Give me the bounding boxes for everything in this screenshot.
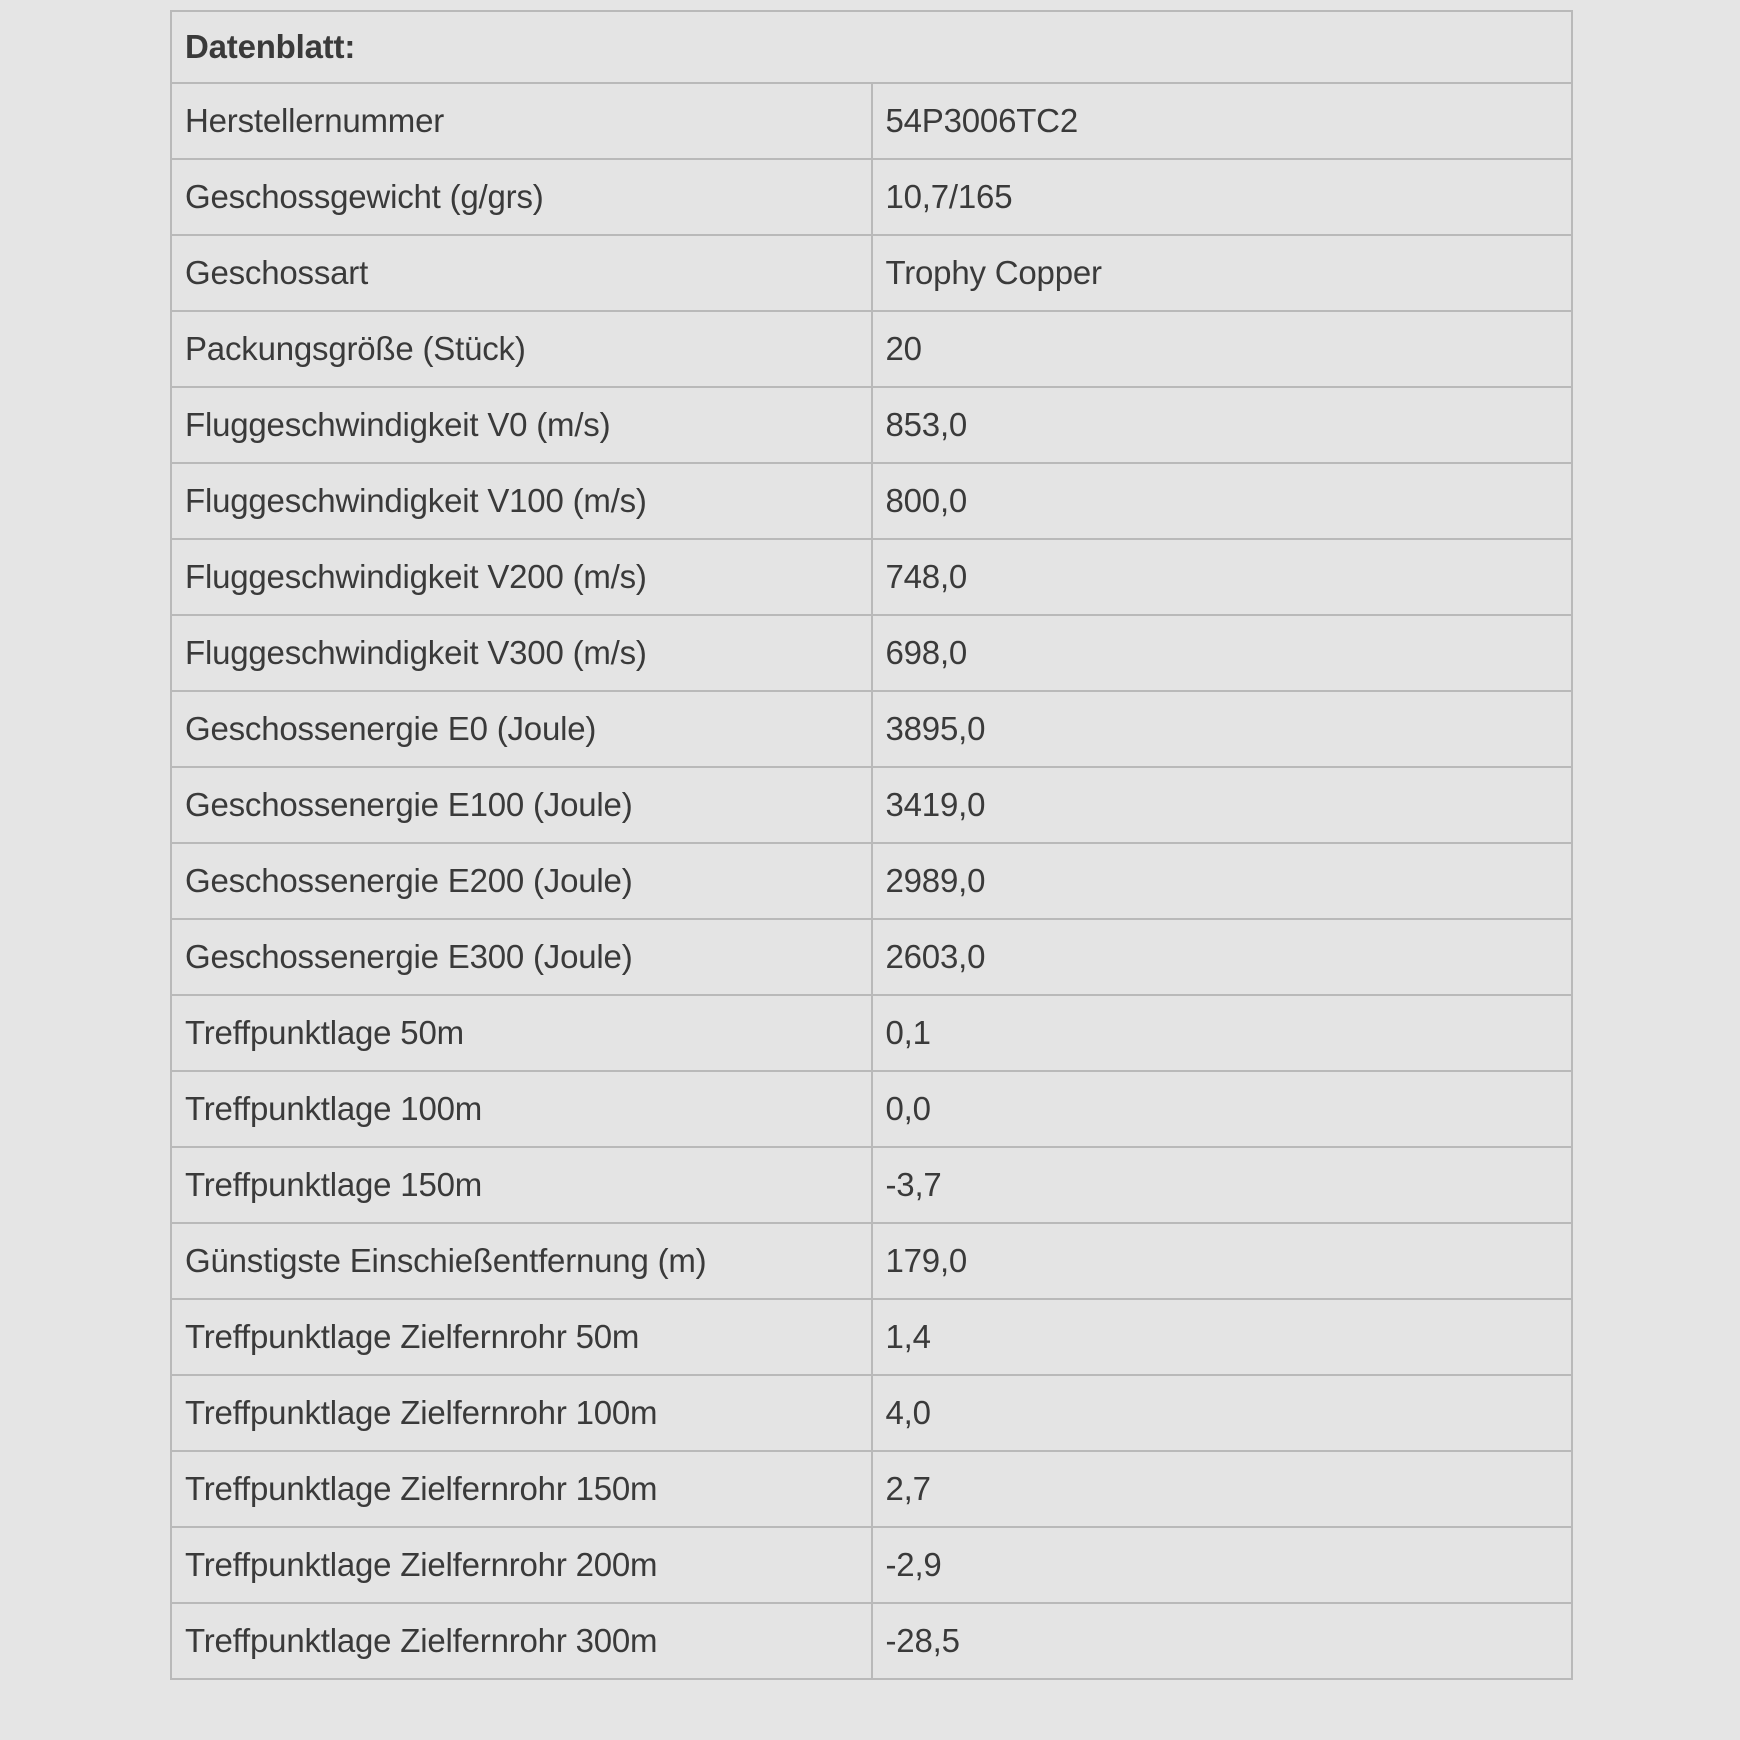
row-value: 0,1 xyxy=(872,995,1573,1071)
row-label: Treffpunktlage Zielfernrohr 100m xyxy=(171,1375,872,1451)
datasheet-body xyxy=(171,83,1572,1679)
row-value: 2,7 xyxy=(872,1451,1573,1527)
row-value: 748,0 xyxy=(872,539,1573,615)
table-row xyxy=(171,1451,1572,1527)
table-row xyxy=(171,1147,1572,1223)
row-value: Trophy Copper xyxy=(872,235,1573,311)
row-label: Treffpunktlage Zielfernrohr 300m xyxy=(171,1603,872,1679)
row-value: 3895,0 xyxy=(872,691,1573,767)
row-value: 3419,0 xyxy=(872,767,1573,843)
row-value: 10,7/165 xyxy=(872,159,1573,235)
table-row xyxy=(171,1071,1572,1147)
row-label: Treffpunktlage Zielfernrohr 50m xyxy=(171,1299,872,1375)
row-label: Geschossenergie E0 (Joule) xyxy=(171,691,872,767)
row-value: 2603,0 xyxy=(872,919,1573,995)
row-label: Fluggeschwindigkeit V100 (m/s) xyxy=(171,463,872,539)
datasheet-table xyxy=(170,10,1573,1680)
row-label: Herstellernummer xyxy=(171,83,872,159)
header-row xyxy=(171,11,1572,83)
table-row xyxy=(171,235,1572,311)
row-label: Treffpunktlage Zielfernrohr 200m xyxy=(171,1527,872,1603)
row-value: 1,4 xyxy=(872,1299,1573,1375)
row-label: Treffpunktlage 50m xyxy=(171,995,872,1071)
table-row xyxy=(171,919,1572,995)
table-row xyxy=(171,539,1572,615)
table-row xyxy=(171,843,1572,919)
row-label: Packungsgröße (Stück) xyxy=(171,311,872,387)
table-row xyxy=(171,1603,1572,1679)
row-value: 0,0 xyxy=(872,1071,1573,1147)
table-row xyxy=(171,1527,1572,1603)
row-value: 20 xyxy=(872,311,1573,387)
row-value: 853,0 xyxy=(872,387,1573,463)
table-row xyxy=(171,83,1572,159)
table-row xyxy=(171,1375,1572,1451)
table-row xyxy=(171,159,1572,235)
table-row xyxy=(171,387,1572,463)
row-label: Treffpunktlage 150m xyxy=(171,1147,872,1223)
table-row xyxy=(171,767,1572,843)
row-label: Fluggeschwindigkeit V200 (m/s) xyxy=(171,539,872,615)
row-label: Geschossgewicht (g/grs) xyxy=(171,159,872,235)
row-label: Geschossenergie E200 (Joule) xyxy=(171,843,872,919)
row-label: Treffpunktlage 100m xyxy=(171,1071,872,1147)
datasheet-header xyxy=(171,11,1572,83)
table-row xyxy=(171,615,1572,691)
row-label: Günstigste Einschießentfernung (m) xyxy=(171,1223,872,1299)
row-label: Geschossenergie E300 (Joule) xyxy=(171,919,872,995)
table-row xyxy=(171,463,1572,539)
row-value: 698,0 xyxy=(872,615,1573,691)
row-label: Fluggeschwindigkeit V300 (m/s) xyxy=(171,615,872,691)
datasheet-title: Datenblatt: xyxy=(171,11,1572,83)
row-value: 4,0 xyxy=(872,1375,1573,1451)
row-label: Geschossart xyxy=(171,235,872,311)
row-value: 179,0 xyxy=(872,1223,1573,1299)
row-value: -2,9 xyxy=(872,1527,1573,1603)
row-value: 2989,0 xyxy=(872,843,1573,919)
row-label: Treffpunktlage Zielfernrohr 150m xyxy=(171,1451,872,1527)
row-value: 54P3006TC2 xyxy=(872,83,1573,159)
row-value: -28,5 xyxy=(872,1603,1573,1679)
row-label: Fluggeschwindigkeit V0 (m/s) xyxy=(171,387,872,463)
table-row xyxy=(171,1223,1572,1299)
row-value: -3,7 xyxy=(872,1147,1573,1223)
table-row xyxy=(171,691,1572,767)
table-row xyxy=(171,995,1572,1071)
table-row xyxy=(171,311,1572,387)
row-label: Geschossenergie E100 (Joule) xyxy=(171,767,872,843)
row-value: 800,0 xyxy=(872,463,1573,539)
table-row xyxy=(171,1299,1572,1375)
